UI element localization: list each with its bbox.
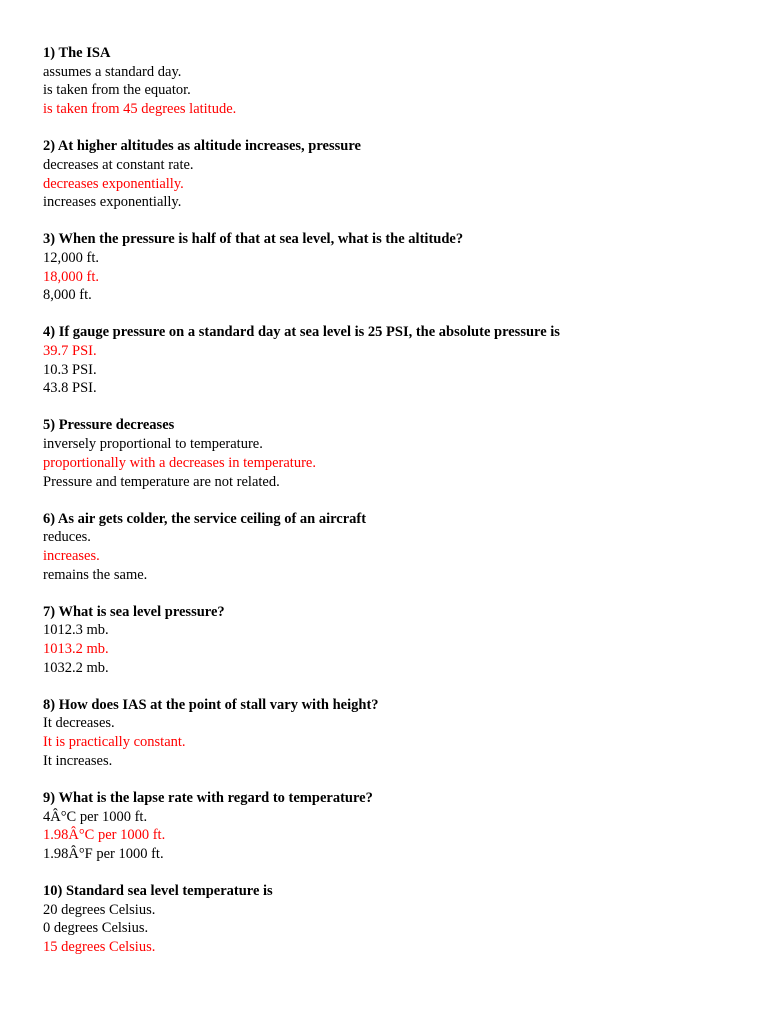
answer-option: 1032.2 mb. [43,659,109,676]
answer-option: 12,000 ft. [43,249,99,266]
question-block [43,510,743,585]
question-block [43,44,743,119]
answer-option: 1012.3 mb. [43,622,109,639]
answer-option: inversely proportional to temperature. [43,436,263,453]
answer-option: It decreases. [43,715,115,732]
answer-option: increases exponentially. [43,194,182,211]
question-title: 1) The ISA [43,45,111,61]
question-title: 6) As air gets colder, the service ceiling of an aircraft [43,510,367,527]
answer-option: is taken from the equator. [43,82,191,99]
question-block [43,696,743,771]
question-block [43,603,743,678]
question-title: 5) Pressure decreases [43,417,175,434]
answer-option: decreases at constant rate. [43,156,194,173]
correct-answer-option: is taken from 45 degrees latitude. [43,101,237,118]
quiz-document [43,44,743,975]
correct-answer-option: 1.98Â°C per 1000 ft. [43,827,166,844]
question-title: 7) What is sea level pressure? [43,603,225,620]
answer-option: 43.8 PSI. [43,380,97,397]
question-block [43,230,743,305]
answer-option: Pressure and temperature are not related. [43,473,280,490]
correct-answer-option: 15 degrees Celsius. [43,939,156,956]
correct-answer-option: 18,000 ft. [43,268,99,285]
question-title: 4) If gauge pressure on a standard day at sea level is 25 PSI, the absolute pressure is [43,324,560,341]
question-block [43,416,743,491]
answer-option: 8,000 ft. [43,287,92,304]
correct-answer-option: decreases exponentially. [43,175,184,192]
answer-option: 10.3 PSI. [43,361,97,378]
question-block [43,882,743,957]
correct-answer-option: increases. [43,547,100,564]
answer-option: reduces. [43,529,91,546]
answer-option: 0 degrees Celsius. [43,920,149,937]
correct-answer-option: It is practically constant. [43,734,186,751]
answer-option: assumes a standard day. [43,63,182,80]
answer-option: 4Â°C per 1000 ft. [43,808,148,825]
answer-option: It increases. [43,752,113,769]
question-title: 9) What is the lapse rate with regard to temperature? [43,789,373,806]
question-block [43,789,743,864]
question-block [43,323,743,398]
answer-option: remains the same. [43,566,148,583]
question-block [43,137,743,212]
correct-answer-option: 1013.2 mb. [43,641,109,658]
question-title: 10) Standard sea level temperature is [43,882,273,899]
answer-option: 1.98Â°F per 1000 ft. [43,845,164,862]
question-title: 3) When the pressure is half of that at sea level, what is the altitude? [43,231,464,248]
question-title: 2) At higher altitudes as altitude increases, pressure [43,138,361,155]
correct-answer-option: proportionally with a decreases in temperature. [43,454,316,471]
correct-answer-option: 39.7 PSI. [43,343,97,360]
answer-option: 20 degrees Celsius. [43,901,156,918]
question-title: 8) How does IAS at the point of stall vary with height? [43,696,379,713]
